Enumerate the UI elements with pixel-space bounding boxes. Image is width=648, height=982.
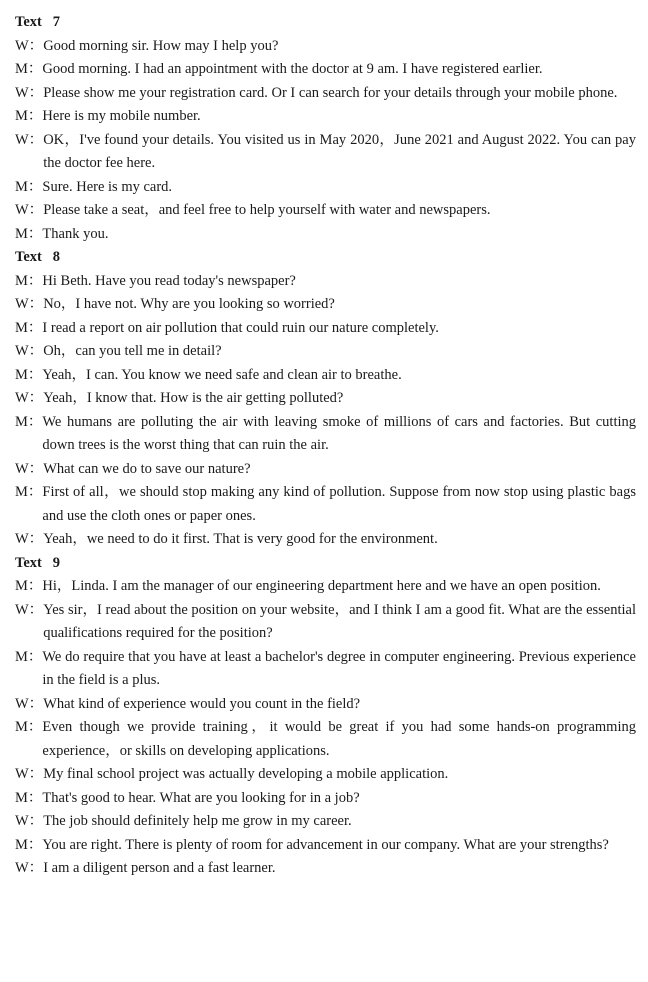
dialogue-turn — [15, 575, 636, 599]
dialogue-turn — [15, 787, 636, 811]
dialogue-turn — [15, 458, 636, 482]
speaker-label: M： — [15, 836, 43, 853]
dialogue-turn — [15, 199, 636, 223]
dialogue-turn — [15, 176, 636, 200]
speaker-label: W： — [15, 460, 44, 477]
utterance-text: OK，I've found your details. You visited us in May 2020，June 2021 and August 2022. You can pay the doctor fee here. — [43, 131, 636, 171]
dialogue-turn — [15, 387, 636, 411]
utterance-text: My final school project was actually developing a mobile application. — [43, 766, 449, 782]
speaker-label: W： — [15, 202, 44, 218]
section-heading: Text 8 — [15, 249, 60, 265]
dialogue-turn — [15, 58, 636, 82]
speaker-label: W： — [15, 813, 44, 829]
speaker-label: M： — [15, 789, 43, 806]
utterance-text: Hi Beth. Have you read today's newspaper? — [42, 272, 296, 289]
dialogue-turn — [15, 364, 636, 388]
speaker-label: W： — [15, 531, 44, 547]
dialogue-turn — [15, 481, 636, 528]
utterance-text: Sure. Here is my card. — [42, 178, 173, 195]
utterance-text: Oh，can you tell me in detail? — [43, 343, 222, 359]
section-text-9 — [15, 552, 636, 881]
dialogue-turn — [15, 810, 636, 834]
speaker-label: M： — [15, 413, 43, 430]
utterance-text: I am a diligent person and a fast learner. — [43, 860, 276, 876]
speaker-label: W： — [15, 296, 44, 312]
speaker-label: W： — [15, 860, 44, 876]
utterance-text: Thank you. — [42, 225, 109, 242]
utterance-text: We do require that you have at least a bachelor's degree in computer engineering. Previous experience in the field is a plus. — [42, 648, 636, 688]
dialogue-turn — [15, 293, 636, 317]
dialogue-turn — [15, 223, 636, 247]
utterance-text: Please show me your registration card. Or I can search for your details through your mobile phone. — [43, 84, 618, 101]
dialogue-turn — [15, 599, 636, 646]
utterance-text: No，I have not. Why are you looking so worried? — [43, 296, 335, 312]
speaker-label: M： — [15, 648, 43, 665]
dialogue-turn — [15, 646, 636, 693]
speaker-label: W： — [15, 601, 44, 618]
speaker-label: M： — [15, 178, 43, 195]
utterance-text: Even though we provide training，it would be great if you had some hands-on programming experience，or skills on developing applications. — [42, 719, 636, 759]
utterance-text: You are right. There is plenty of room for advancement in our company. What are your strengths? — [42, 836, 609, 853]
speaker-label: W： — [15, 84, 44, 101]
transcript-page — [15, 11, 636, 881]
dialogue-turn — [15, 857, 636, 881]
utterance-text: Yeah，I know that. How is the air getting polluted? — [43, 390, 344, 406]
section-text-7 — [15, 11, 636, 246]
utterance-text: What can we do to save our nature? — [43, 460, 251, 477]
dialogue-turn — [15, 716, 636, 763]
utterance-text: Please take a seat，and feel free to help yourself with water and newspapers. — [43, 202, 491, 218]
utterance-text: I read a report on air pollution that could ruin our nature completely. — [42, 319, 439, 336]
speaker-label: M： — [15, 366, 43, 383]
dialogue-turn — [15, 528, 636, 552]
utterance-text: Good morning sir. How may I help you? — [43, 37, 279, 54]
speaker-label: W： — [15, 37, 44, 54]
speaker-label: W： — [15, 766, 44, 782]
speaker-label: W： — [15, 390, 44, 406]
speaker-label: M： — [15, 719, 43, 735]
dialogue-turn — [15, 411, 636, 458]
speaker-label: W： — [15, 131, 44, 148]
dialogue-turn — [15, 270, 636, 294]
speaker-label: W： — [15, 695, 44, 712]
speaker-label: M： — [15, 108, 43, 124]
dialogue-turn — [15, 763, 636, 787]
section-heading: Text 9 — [15, 554, 60, 571]
speaker-label: W： — [15, 343, 44, 359]
utterance-text: What kind of experience would you count in the field? — [43, 695, 361, 712]
utterance-text: Yeah，we need to do it first. That is very good for the environment. — [43, 531, 438, 547]
dialogue-turn — [15, 129, 636, 176]
utterance-text: Hi，Linda. I am the manager of our engineering department here and we have an open position. — [42, 578, 601, 594]
dialogue-turn — [15, 340, 636, 364]
utterance-text: The job should definitely help me grow in my career. — [43, 813, 352, 829]
speaker-label: M： — [15, 225, 43, 242]
section-text-8 — [15, 246, 636, 552]
speaker-label: M： — [15, 319, 43, 336]
utterance-text: Good morning. I had an appointment with the doctor at 9 am. I have registered earlier. — [42, 61, 543, 77]
speaker-label: M： — [15, 578, 43, 594]
dialogue-turn — [15, 105, 636, 129]
section-heading: Text 7 — [15, 14, 60, 30]
utterance-text: We humans are polluting the air with leaving smoke of millions of cars and factories. But cutting down trees is the worst thing that can ruin the air. — [42, 413, 636, 453]
utterance-text: Here is my mobile number. — [42, 108, 201, 124]
utterance-text: Yes sir，I read about the position on your website，and I think I am a good fit. What are the essential qualifications required for the position? — [43, 601, 636, 641]
speaker-label: M： — [15, 484, 43, 500]
utterance-text: First of all，we should stop making any kind of pollution. Suppose from now stop using plastic bags and use the cloth ones or paper ones. — [42, 484, 636, 524]
utterance-text: That's good to hear. What are you looking for in a job? — [42, 789, 360, 806]
speaker-label: M： — [15, 272, 43, 289]
dialogue-turn — [15, 317, 636, 341]
dialogue-turn — [15, 693, 636, 717]
dialogue-turn — [15, 834, 636, 858]
dialogue-turn — [15, 82, 636, 106]
dialogue-turn — [15, 35, 636, 59]
utterance-text: Yeah，I can. You know we need safe and clean air to breathe. — [42, 366, 402, 383]
speaker-label: M： — [15, 61, 43, 77]
